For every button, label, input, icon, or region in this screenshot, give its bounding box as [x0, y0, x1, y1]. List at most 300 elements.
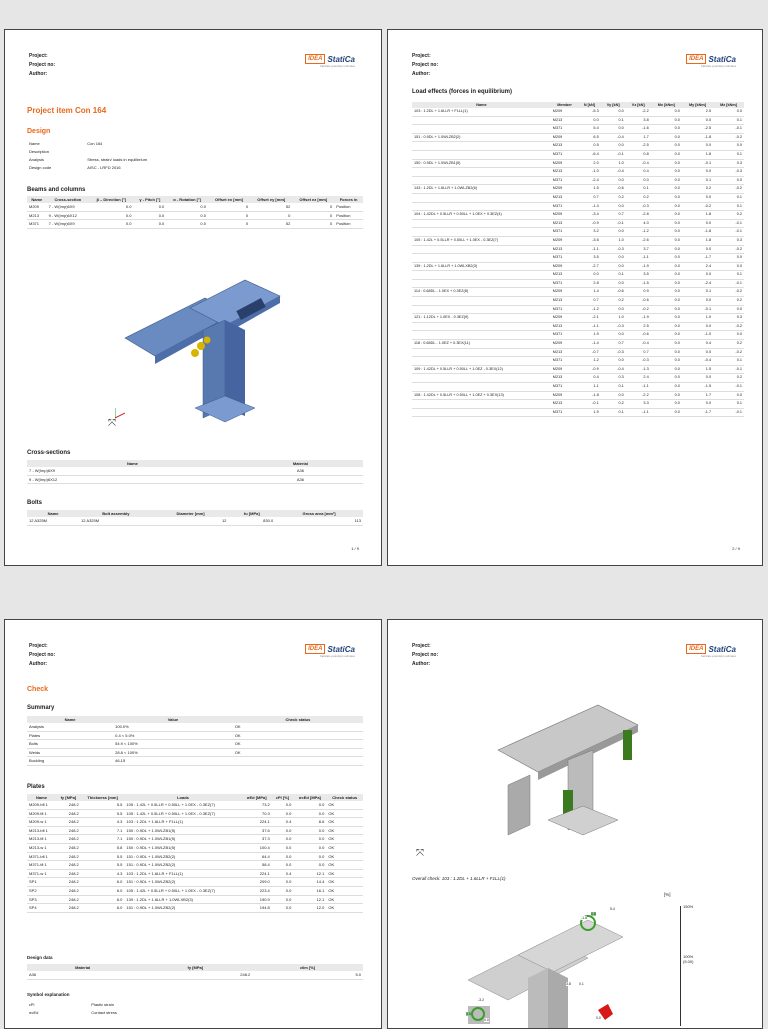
load-case-name — [412, 400, 551, 409]
table-cell: 0.0 — [713, 262, 744, 271]
table-cell: Analysis — [29, 157, 44, 162]
table-cell: -0.6 — [626, 297, 651, 306]
table-cell: 0 — [292, 220, 334, 229]
table-cell: OK — [326, 818, 363, 827]
table-cell: SP4 — [27, 904, 56, 913]
table-cell: 223.4 — [242, 886, 272, 895]
load-effect-row — [412, 185, 744, 194]
table-cell: 0 — [250, 211, 292, 220]
table-cell: 1.9 — [578, 331, 600, 340]
table-cell: -1.3 — [626, 365, 651, 374]
table-cell: 5.4 — [578, 125, 600, 134]
table-cell: 0.0 — [272, 861, 294, 870]
table-cell: 0.0 — [651, 168, 682, 177]
load-effect-row — [412, 125, 744, 134]
table-cell: M213 — [551, 271, 578, 280]
load-effect-row — [412, 331, 744, 340]
table-cell: 139 : 1.2DL + 1.6LLR + 1.0WLXB2(3) — [124, 895, 241, 904]
table-cell: 0.0 — [293, 843, 326, 852]
design-data-row — [27, 971, 363, 979]
load-effect-row — [412, 219, 744, 228]
table-cell: -0.2 — [713, 288, 744, 297]
table-cell: SP2 — [27, 886, 56, 895]
table-cell: 0.0 — [293, 835, 326, 844]
load-case-name — [412, 374, 551, 383]
plate-row — [27, 818, 363, 827]
table-cell: -0.3 — [626, 202, 651, 211]
summary-row — [27, 731, 363, 740]
table-cell: 14.4 — [293, 878, 326, 887]
load-effect-row — [412, 159, 744, 168]
load-case-name — [412, 193, 551, 202]
table-cell: Stress, strain/ loads in equilibrium — [87, 157, 148, 162]
table-cell: M371 — [551, 383, 578, 392]
table-cell: -2.5 — [626, 142, 651, 151]
table-cell: 6.5 — [578, 133, 600, 142]
plate-row — [27, 801, 363, 809]
table-cell: -6.4 — [578, 150, 600, 159]
load-case-name — [412, 245, 551, 254]
legend-unit: [%] — [664, 892, 671, 897]
legend-150: 150% — [683, 904, 694, 909]
table-cell: 7 - W(Imp)6X9 — [47, 220, 89, 229]
table-cell: M209 — [551, 133, 578, 142]
table-cell: OK — [326, 826, 363, 835]
table-cell: 1.0 — [601, 159, 626, 168]
table-cell: 2.8 — [578, 279, 600, 288]
table-cell: -0.1 — [713, 228, 744, 237]
load-case-name: 108 : 1.42DL + 0.5LLR + 0.50LL + 1.0EZ + 0.3EX(13) — [412, 391, 551, 400]
table-cell: 5.5 — [81, 809, 125, 818]
table-cell: 0.2 — [713, 340, 744, 349]
table-cell: OK — [326, 835, 363, 844]
table-cell: -2.1 — [578, 314, 600, 323]
table-cell: Contact stress — [91, 1010, 117, 1015]
table-cell: M209 — [551, 288, 578, 297]
table-cell: 1.2 — [578, 357, 600, 366]
table-cell: 0.0 — [293, 852, 326, 861]
table-cell: 0.0 — [713, 176, 744, 185]
table-cell: 52 — [250, 203, 292, 211]
table-cell: εPl — [29, 1002, 35, 1007]
table-cell: 0.0 — [651, 211, 682, 220]
plate-row — [27, 809, 363, 818]
table-cell: 12 — [153, 517, 229, 525]
table-cell: 0.2 — [601, 400, 626, 409]
table-cell: 209.0 — [242, 878, 272, 887]
table-cell: 1.0 — [601, 236, 626, 245]
table-cell: 105 : 1.42L + 0.5LLR + 0.50LL + 1.0EX - 0.3EZ(7) — [124, 809, 241, 818]
table-cell: -0.2 — [713, 245, 744, 254]
load-effect-row — [412, 279, 744, 288]
table-cell: 0.0 — [713, 331, 744, 340]
table-cell: 100.0% — [113, 723, 233, 731]
column-header: Gross area [mm²] — [275, 510, 363, 517]
table-cell: 0.0 — [601, 331, 626, 340]
load-effect-row — [412, 340, 744, 349]
table-cell: M213 — [551, 142, 578, 151]
load-effect-row — [412, 348, 744, 357]
table-cell: 0.0 — [651, 159, 682, 168]
table-cell: 6.0 — [81, 904, 125, 913]
table-cell: 248.2 — [56, 835, 81, 844]
table-cell: 0.1 — [601, 116, 626, 125]
load-effect-row — [412, 297, 744, 306]
table-cell: 0.0 — [626, 176, 651, 185]
table-cell: 5.0 — [252, 971, 363, 979]
table-cell: 0.2 — [601, 297, 626, 306]
load-effect-row — [412, 150, 744, 159]
table-cell: M371 — [551, 150, 578, 159]
table-cell: -0.4 — [626, 159, 651, 168]
table-cell: 12.0 — [293, 904, 326, 913]
column-header: Bolt assembly — [79, 510, 153, 517]
table-cell: 248.2 — [56, 843, 81, 852]
plate-row — [27, 878, 363, 887]
summary-table — [27, 716, 363, 766]
table-cell: 0.0 — [89, 211, 133, 220]
column-header: σcEd [MPa] — [293, 794, 326, 801]
load-effect-row — [412, 314, 744, 323]
beams-table — [27, 196, 363, 229]
column-header: εPl [%] — [272, 794, 294, 801]
load-effect-row — [412, 365, 744, 374]
table-cell: 0.0 — [89, 203, 133, 211]
table-cell: 0.3 — [713, 236, 744, 245]
table-cell: -2.4 — [682, 279, 713, 288]
table-cell: 46.15 — [113, 757, 233, 766]
table-cell: -1.7 — [682, 254, 713, 263]
load-effect-row — [412, 245, 744, 254]
table-cell: 6.0 — [81, 878, 125, 887]
table-cell: 0.0 — [651, 108, 682, 116]
axis-gizmo-icon: ⤧ — [108, 418, 116, 429]
load-effect-row — [412, 391, 744, 400]
table-cell: 0.0 — [293, 801, 326, 809]
report-page-3 — [4, 619, 382, 1029]
table-cell: -0.1 — [601, 150, 626, 159]
load-case-name — [412, 202, 551, 211]
table-cell: -0.4 — [601, 168, 626, 177]
table-cell: 0.0 — [651, 193, 682, 202]
table-cell: 0.0 — [272, 878, 294, 887]
plate-row — [27, 895, 363, 904]
table-cell: 224.1 — [242, 869, 272, 878]
load-effect-row — [412, 408, 744, 417]
table-cell: 0.4 — [626, 168, 651, 177]
table-cell: -0.7 — [578, 348, 600, 357]
table-cell: 0.0 — [272, 801, 294, 809]
column-header: N [kN] — [578, 102, 600, 108]
table-cell: OK — [326, 895, 363, 904]
table-cell: Bolts — [27, 740, 113, 749]
table-cell: -0.2 — [713, 322, 744, 331]
column-header: β – Direction [°] — [89, 196, 133, 203]
load-effect-row — [412, 168, 744, 177]
table-cell: -0.1 — [682, 159, 713, 168]
table-cell: 1.4 — [578, 288, 600, 297]
table-cell: 248.2 — [56, 878, 81, 887]
table-cell: 150 : 0.9DL + 1.0WLZB1(5) — [124, 835, 241, 844]
table-cell: M213-bfl 1 — [27, 826, 56, 835]
project-no-label: Project no: — [29, 62, 56, 68]
load-case-name: 143 : 1.2DL + 1.6LLR + 1.0WLZB2(6) — [412, 185, 551, 194]
table-cell: OK — [326, 904, 363, 913]
table-cell: 248.2 — [56, 895, 81, 904]
table-cell: OK — [326, 801, 363, 809]
load-case-name — [412, 125, 551, 134]
table-cell: 248.2 — [56, 852, 81, 861]
table-cell: M371 — [551, 228, 578, 237]
table-cell: 0.4 — [272, 869, 294, 878]
table-cell: 0.0 — [651, 383, 682, 392]
table-cell: 0.7 — [626, 348, 651, 357]
table-cell: 0.0 — [601, 305, 626, 314]
table-cell: 0.0 — [651, 348, 682, 357]
logo-tagline: Calculate yesterday's estimates — [319, 655, 355, 658]
table-cell: -0.6 — [601, 185, 626, 194]
load-effect-row — [412, 254, 744, 263]
table-cell: Position — [334, 211, 363, 220]
table-cell: 248.2 — [56, 869, 81, 878]
logo-tagline: Calculate yesterday's estimates — [700, 655, 736, 658]
table-cell: 0.0 — [651, 400, 682, 409]
table-cell — [85, 148, 227, 156]
table-cell: 1.0 — [682, 314, 713, 323]
table-cell: 0.3 — [713, 314, 744, 323]
table-cell: 0.0 — [578, 271, 600, 280]
bolts-heading: Bolts — [27, 500, 42, 506]
beam-row — [27, 203, 363, 211]
table-cell: 0.3 — [601, 374, 626, 383]
column-header: Material — [27, 964, 138, 971]
table-cell: -1.6 — [626, 125, 651, 134]
table-cell: 3.8 — [626, 116, 651, 125]
table-cell: 0.2 — [713, 211, 744, 220]
axis-gizmo-icon: ⤧ — [416, 848, 424, 859]
table-cell: 0.0 — [651, 254, 682, 263]
table-cell: 830.0 — [228, 517, 275, 525]
load-case-name — [412, 142, 551, 151]
table-cell: 12 A325M — [79, 517, 153, 525]
table-cell: OK — [326, 843, 363, 852]
table-cell: 2.4 — [626, 374, 651, 383]
table-cell: -1.2 — [578, 305, 600, 314]
table-cell: M371 — [551, 254, 578, 263]
table-cell: -3.4 — [578, 211, 600, 220]
table-cell: M209 — [551, 108, 578, 116]
table-cell: 103 : 1.2DL + 1.6LLR + F1LL(1) — [124, 818, 241, 827]
table-cell: 7.1 — [81, 835, 125, 844]
load-effect-row — [412, 383, 744, 392]
table-cell: 194.8 — [242, 904, 272, 913]
check-heading: Check — [27, 686, 49, 693]
table-cell: 0.0 — [682, 219, 713, 228]
load-effect-row — [412, 176, 744, 185]
load-case-name — [412, 408, 551, 417]
plate-row — [27, 886, 363, 895]
table-cell: 0.3 — [713, 159, 744, 168]
table-cell: 151 : 0.9DL + 1.0WLZB2(2) — [124, 904, 241, 913]
table-cell: 1.8 — [682, 150, 713, 159]
table-cell: -0.1 — [713, 408, 744, 417]
table-cell: 1.5 — [578, 185, 600, 194]
table-cell: 5.5 — [81, 861, 125, 870]
table-cell: 248.2 — [56, 801, 81, 809]
logo-tagline: Calculate yesterday's estimates — [319, 65, 355, 68]
table-cell: 52 — [250, 220, 292, 229]
table-cell: 0.0 — [272, 886, 294, 895]
table-cell: 0.8 — [626, 150, 651, 159]
table-cell: M209 — [27, 203, 47, 211]
load-effects-table — [412, 102, 744, 417]
table-cell: 0 — [292, 203, 334, 211]
column-header: Mx [kNm] — [651, 102, 682, 108]
table-cell: 0.9 — [626, 288, 651, 297]
table-cell: 6.0 — [81, 886, 125, 895]
design-data-heading: Design data — [27, 955, 53, 960]
table-cell: -0.4 — [601, 365, 626, 374]
table-cell: 100.4 — [242, 843, 272, 852]
design-row — [27, 148, 227, 156]
load-effect-row — [412, 262, 744, 271]
load-case-name: 118 : 0.68DL - 1.0EZ + 0.3EX(11) — [412, 340, 551, 349]
table-cell: 0.0 — [272, 809, 294, 818]
legend-bar — [660, 906, 681, 1026]
column-header: Name — [27, 716, 113, 723]
table-cell: -1.8 — [682, 228, 713, 237]
page-title: Project item Con 164 — [27, 106, 107, 115]
load-effect-row — [412, 322, 744, 331]
table-cell: 103 : 1.2DL + 1.6LLR + F1LL(1) — [124, 869, 241, 878]
table-cell: 3.2 — [578, 228, 600, 237]
table-cell: -0.4 — [601, 133, 626, 142]
load-effect-row — [412, 133, 744, 142]
table-cell: Description — [29, 149, 50, 154]
overall-check-caption: Overall check: 103 : 1.2DL + 1.6LLR + F1LL(1) — [412, 876, 506, 881]
plate-row — [27, 826, 363, 835]
column-header: fy [MPa] — [56, 794, 81, 801]
table-cell: M371-tfl 1 — [27, 861, 56, 870]
load-effect-row — [412, 211, 744, 220]
table-cell: 54.9 < 100% — [113, 740, 233, 749]
beam-row — [27, 220, 363, 229]
table-cell: -1.1 — [626, 408, 651, 417]
table-cell: 151 : 0.9DL + 1.0WLZB2(2) — [124, 852, 241, 861]
column-header: Name — [27, 510, 79, 517]
table-cell: Name — [29, 141, 40, 146]
table-cell: M209 — [551, 211, 578, 220]
table-cell: Design code — [29, 165, 52, 170]
column-header: Offset ez [mm] — [292, 196, 334, 203]
table-cell: 0.0 — [682, 168, 713, 177]
column-header: Forces in — [334, 196, 363, 203]
table-cell: 0.2 — [713, 374, 744, 383]
load-case-name — [412, 348, 551, 357]
table-cell: Plates — [27, 731, 113, 740]
table-cell: 0.0 — [651, 288, 682, 297]
table-cell: 12 A325M — [27, 517, 79, 525]
load-case-name: 105 : 1.42L + 0.5LLR + 0.50LL + 1.0EX - 0.3EZ(7) — [412, 236, 551, 245]
table-cell: 0.0 — [166, 211, 208, 220]
table-cell: 0.0 — [651, 202, 682, 211]
page-header: Project: Project no: Author: — [29, 643, 56, 667]
table-cell: 0.7 — [578, 193, 600, 202]
table-cell: 0.0 — [601, 262, 626, 271]
load-effect-row — [412, 228, 744, 237]
design-row — [27, 156, 227, 164]
symbol-row — [27, 1001, 227, 1009]
table-cell: -1.1 — [626, 383, 651, 392]
table-cell: 0.0 — [601, 391, 626, 400]
column-header: Thickness [mm] — [81, 794, 125, 801]
column-header: σEd [MPa] — [242, 794, 272, 801]
table-cell: 0.2 — [601, 193, 626, 202]
table-cell: 0.0 — [682, 271, 713, 280]
table-cell: M209-tfl 1 — [27, 809, 56, 818]
load-effect-row — [412, 193, 744, 202]
table-cell: 0.0 — [601, 228, 626, 237]
table-cell: 0.0 — [651, 262, 682, 271]
table-cell: 9 - W(Imp)6X12 — [47, 211, 89, 220]
table-cell: Buckling — [27, 757, 113, 766]
table-cell: -0.3 — [601, 348, 626, 357]
load-case-name — [412, 116, 551, 125]
table-cell: M213 — [551, 374, 578, 383]
cross-section-row — [27, 475, 363, 484]
table-cell: M213 — [551, 322, 578, 331]
table-cell: 0.0 — [293, 826, 326, 835]
table-cell: 0.0 — [651, 133, 682, 142]
plate-row — [27, 843, 363, 852]
table-cell: -1.5 — [682, 383, 713, 392]
table-cell: 0.0 — [651, 408, 682, 417]
table-cell: 150 : 0.9DL + 1.0WLZB1(5) — [124, 843, 241, 852]
table-cell: -0.1 — [578, 400, 600, 409]
table-cell: 0.0 — [682, 322, 713, 331]
strain-label: 5.4 — [610, 907, 615, 911]
table-cell: 7 - W(Imp)6X9 — [27, 467, 238, 475]
table-cell: M213 — [551, 168, 578, 177]
table-cell: 0.0 — [682, 116, 713, 125]
table-cell: OK — [326, 852, 363, 861]
table-cell: σcEd — [29, 1010, 39, 1015]
table-cell: 0.1 — [626, 185, 651, 194]
table-cell: -5.3 — [578, 108, 600, 116]
table-cell: 1.7 — [682, 391, 713, 400]
table-cell: 28.8 < 100% — [113, 748, 233, 757]
table-cell: 0.0 — [651, 219, 682, 228]
table-cell: 1.8 — [682, 211, 713, 220]
table-cell: 0.0 — [133, 220, 166, 229]
table-cell: 0.0 — [682, 348, 713, 357]
table-cell: -0.1 — [601, 219, 626, 228]
column-header: Name — [27, 196, 47, 203]
plate-row — [27, 869, 363, 878]
table-cell: 0.5 — [578, 142, 600, 151]
column-header: Cross-section — [47, 196, 89, 203]
design-heading: Design — [27, 128, 51, 135]
table-cell: M209 — [551, 236, 578, 245]
strain-label: 0.0 — [596, 1016, 601, 1020]
table-cell: 2.5 — [682, 108, 713, 116]
table-cell: 0.0 — [272, 904, 294, 913]
table-cell: M213 — [551, 400, 578, 409]
author-label: Author: — [29, 71, 48, 77]
table-cell: 1.5 — [682, 365, 713, 374]
report-page-4 — [387, 619, 763, 1029]
table-cell: 0.4 — [272, 818, 294, 827]
